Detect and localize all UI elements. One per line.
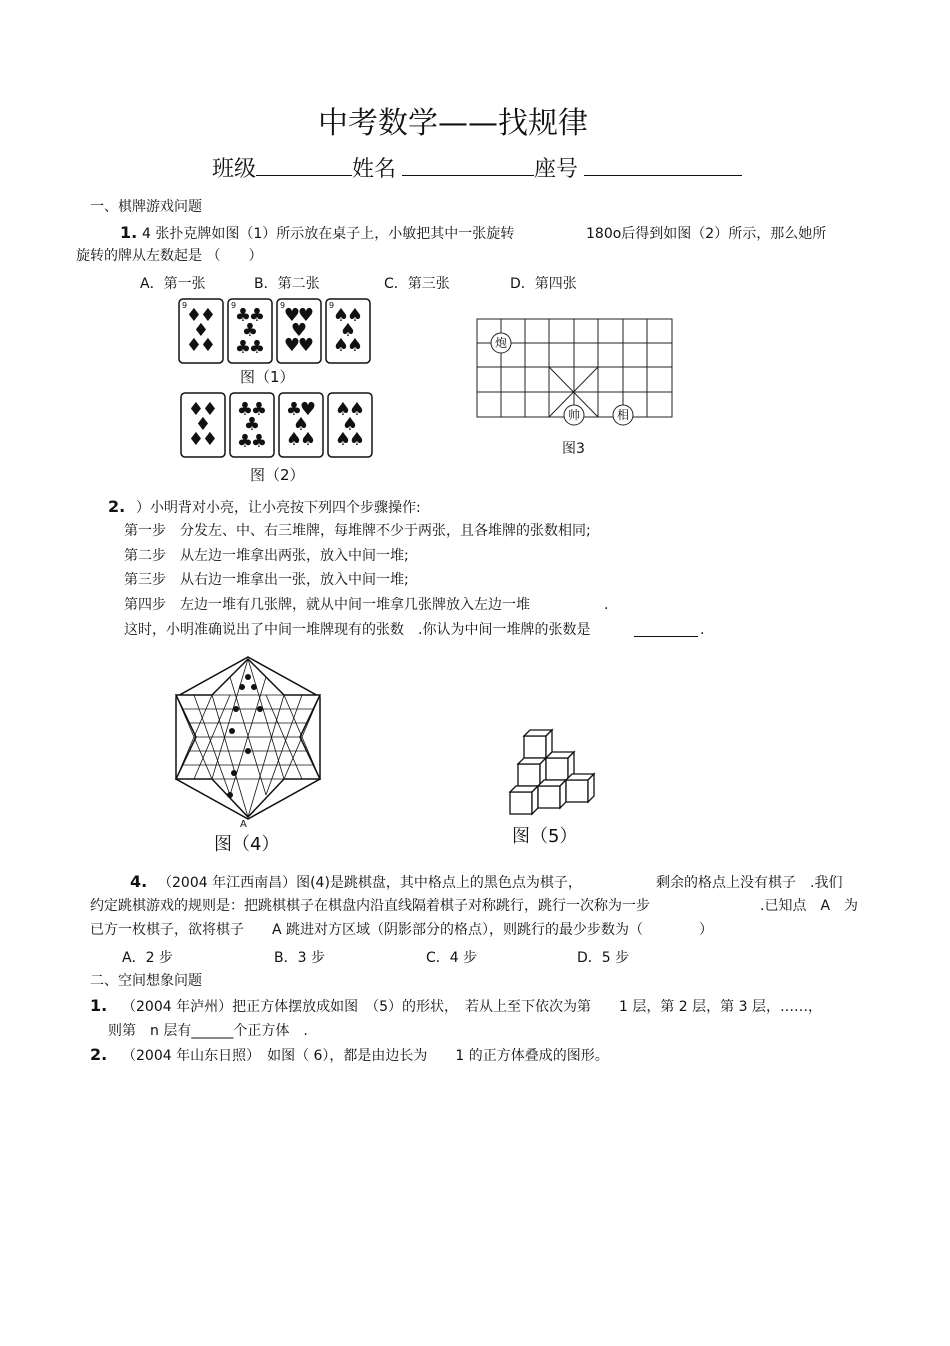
q2-step3: 第三步 从右边一堆拿出一张，放入中间一堆; bbox=[124, 572, 409, 588]
figure-3-caption: 图3 bbox=[562, 441, 585, 457]
name-field[interactable] bbox=[402, 153, 534, 176]
class-field[interactable] bbox=[256, 153, 352, 176]
s2q2-line1: （2004 年山东日照） 如图（ 6），都是由边长为 1 的正方体叠成的图形。 bbox=[122, 1048, 609, 1064]
q1-line1: 4 张扑克牌如图（1）所示放在桌子上，小敏把其中一张旋转 bbox=[142, 226, 515, 242]
svg-text:♥: ♥ bbox=[283, 305, 301, 326]
q4-line1: （2004 年江西南昌）图(4)是跳棋盘，其中格点上的黑色点为棋子， bbox=[158, 875, 582, 891]
svg-text:♠: ♠ bbox=[346, 305, 364, 326]
svg-text:♥: ♥ bbox=[299, 399, 317, 420]
svg-text:♣: ♣ bbox=[234, 305, 252, 326]
svg-text:♦: ♦ bbox=[187, 399, 205, 420]
q2-conclusion-end: . bbox=[700, 622, 705, 638]
figure-1-cards bbox=[176, 296, 376, 368]
q4-option-a: A．2 步 bbox=[122, 950, 173, 966]
svg-text:♦: ♦ bbox=[199, 335, 217, 356]
s2q1-number: 1. bbox=[90, 996, 108, 1015]
name-label: 姓名 bbox=[352, 157, 397, 182]
svg-text:♥: ♥ bbox=[297, 305, 315, 326]
section-heading-2: 二、空间想象问题 bbox=[90, 973, 202, 989]
seat-field[interactable] bbox=[584, 153, 742, 176]
q1-number: 1. bbox=[120, 223, 138, 242]
svg-text:♠: ♠ bbox=[334, 429, 352, 450]
svg-text:♣: ♣ bbox=[250, 431, 268, 452]
q1-option-d: D．第四张 bbox=[510, 276, 577, 292]
q2-conclusion: 这时，小明准确说出了中间一堆牌现有的张数 .你认为中间一堆牌的张数是 bbox=[124, 622, 591, 638]
class-label: 班级 bbox=[212, 157, 257, 182]
chess-piece-xiang: 相 bbox=[616, 408, 630, 422]
card-rank-label: 9 bbox=[280, 301, 286, 310]
card-rank-label: 9 bbox=[231, 301, 237, 310]
svg-text:♠: ♠ bbox=[292, 414, 310, 435]
q2-number: 2. bbox=[108, 497, 126, 516]
svg-text:♠: ♠ bbox=[348, 429, 366, 450]
s2q2-number: 2. bbox=[90, 1045, 108, 1064]
q4-number: 4. bbox=[130, 872, 148, 891]
svg-text:♠: ♠ bbox=[332, 335, 350, 356]
figure-4-caption: 图（4） bbox=[214, 834, 280, 855]
svg-text:♠: ♠ bbox=[346, 335, 364, 356]
svg-text:♦: ♦ bbox=[192, 320, 210, 341]
q1-line1-cont: 180o后得到如图（2）所示，那么她所 bbox=[586, 226, 827, 242]
chess-piece-shuai: 帅 bbox=[567, 408, 581, 422]
svg-text:♠: ♠ bbox=[341, 414, 359, 435]
section-heading-1: 一、棋牌游戏问题 bbox=[90, 199, 202, 215]
svg-text:♣: ♣ bbox=[243, 414, 261, 435]
s2q1-line2: 则第 n 层有______个正方体 . bbox=[108, 1023, 308, 1039]
q1-line2: 旋转的牌从左数起是 （ ） bbox=[76, 248, 263, 264]
svg-text:♣: ♣ bbox=[248, 305, 266, 326]
q1-option-c: C．第三张 bbox=[384, 276, 450, 292]
s2q1-line1: （2004 年泸州）把正方体摆放成如图 （5）的形状， 若从上至下依次为第 1 层，第 2 层，第 3 层，……， bbox=[122, 999, 822, 1015]
figure-4-jump-chess-board bbox=[172, 655, 324, 830]
q4-option-d: D．5 步 bbox=[577, 950, 630, 966]
svg-text:♣: ♣ bbox=[236, 399, 254, 420]
svg-text:♠: ♠ bbox=[332, 305, 350, 326]
figure-5-stacked-cubes bbox=[506, 728, 602, 824]
q2-step4-end: . bbox=[604, 597, 609, 613]
q2-step1: 第一步 分发左、中、右三堆牌，每堆牌不少于两张，且各堆牌的张数相同; bbox=[124, 523, 591, 539]
card-rank-label: 9 bbox=[329, 301, 335, 310]
svg-text:♣: ♣ bbox=[248, 337, 266, 358]
q1-option-a: A．第一张 bbox=[140, 276, 206, 292]
q4-line3: 已方一枚棋子，欲将棋子 A 跳进对方区域（阴影部分的格点），则跳行的最少步数为（ ） bbox=[90, 922, 714, 938]
svg-text:♥: ♥ bbox=[283, 335, 301, 356]
svg-text:♣: ♣ bbox=[236, 431, 254, 452]
svg-text:♦: ♦ bbox=[185, 305, 203, 326]
q2-answer-blank[interactable] bbox=[634, 636, 698, 637]
svg-text:♦: ♦ bbox=[185, 335, 203, 356]
student-info-line bbox=[212, 152, 742, 183]
q2-step2: 第二步 从左边一堆拿出两张，放入中间一堆; bbox=[124, 548, 409, 564]
q2-intro: ）小明背对小亮，让小亮按下列四个步骤操作: bbox=[136, 500, 421, 516]
svg-text:♦: ♦ bbox=[199, 305, 217, 326]
figure-2-cards bbox=[178, 390, 378, 462]
figure-1-caption: 图（1） bbox=[240, 368, 295, 386]
q4-option-c: C．4 步 bbox=[426, 950, 478, 966]
svg-text:♠: ♠ bbox=[348, 399, 366, 420]
svg-text:♦: ♦ bbox=[201, 429, 219, 450]
page-title: 中考数学——找规律 bbox=[318, 106, 588, 141]
svg-text:♥: ♥ bbox=[290, 320, 308, 341]
svg-text:♣: ♣ bbox=[250, 399, 268, 420]
svg-text:♠: ♠ bbox=[285, 429, 303, 450]
q4-line2-cont: .已知点 A 为 bbox=[760, 898, 859, 914]
svg-text:♦: ♦ bbox=[187, 429, 205, 450]
q2-step4: 第四步 左边一堆有几张牌，就从中间一堆拿几张牌放入左边一堆 bbox=[124, 597, 530, 613]
q4-option-b: B．3 步 bbox=[274, 950, 325, 966]
figure-2-caption: 图（2） bbox=[250, 466, 305, 484]
svg-text:♣: ♣ bbox=[234, 337, 252, 358]
figure-5-caption: 图（5） bbox=[512, 826, 578, 847]
q4-line2: 约定跳棋游戏的规则是：把跳棋棋子在棋盘内沿直线隔着棋子对称跳行，跳行一次称为一步 bbox=[90, 898, 650, 914]
svg-text:♣: ♣ bbox=[241, 320, 259, 341]
card-rank-label: 9 bbox=[182, 301, 188, 310]
svg-text:♣: ♣ bbox=[285, 399, 303, 420]
fig4-point-a: A bbox=[240, 819, 247, 830]
figure-3-chessboard bbox=[476, 318, 674, 422]
svg-text:♦: ♦ bbox=[194, 414, 212, 435]
svg-text:♠: ♠ bbox=[339, 320, 357, 341]
chess-piece-pao: 炮 bbox=[494, 336, 508, 350]
svg-text:♥: ♥ bbox=[297, 335, 315, 356]
seat-label: 座号 bbox=[534, 157, 579, 182]
svg-text:♠: ♠ bbox=[299, 429, 317, 450]
svg-text:♦: ♦ bbox=[201, 399, 219, 420]
q4-line1-cont: 剩余的格点上没有棋子 .我们 bbox=[656, 875, 843, 891]
svg-text:♠: ♠ bbox=[334, 399, 352, 420]
q1-option-b: B．第二张 bbox=[254, 276, 320, 292]
